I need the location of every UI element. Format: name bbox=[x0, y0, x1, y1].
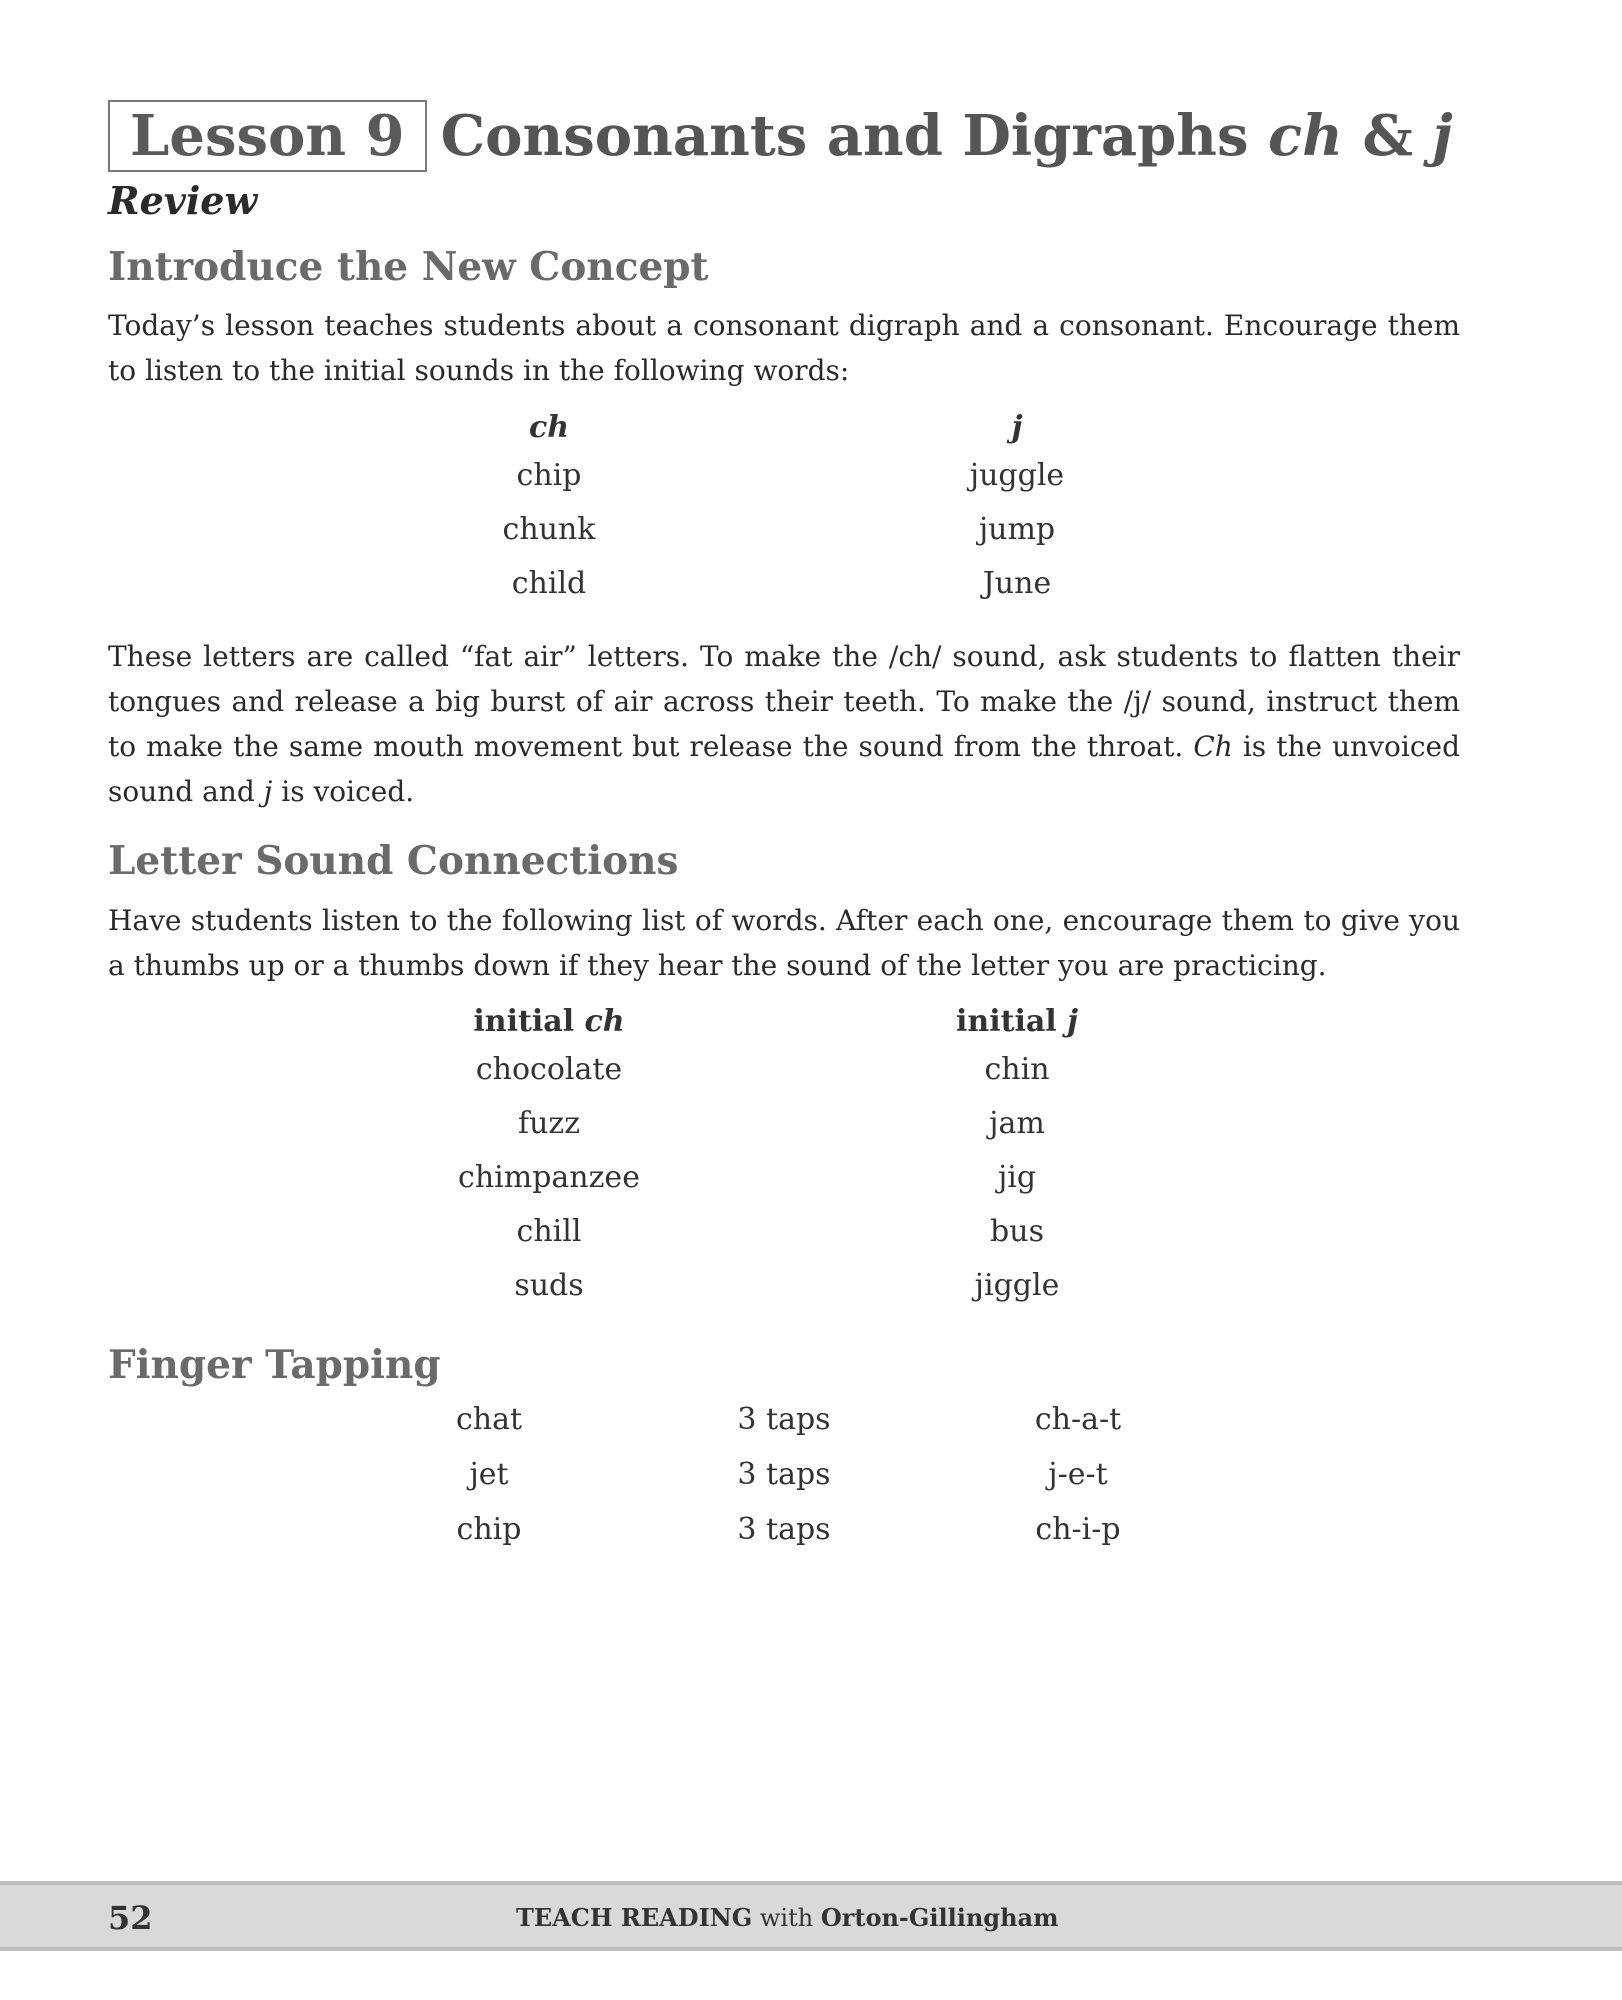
lesson-title-main: Consonants and Digraphs bbox=[440, 103, 1269, 169]
fat-air-text: is the unvoiced sound and bbox=[108, 730, 1460, 808]
list-item: June bbox=[982, 566, 1052, 601]
tapping-count: 3 taps bbox=[737, 1402, 831, 1437]
list-item: chocolate bbox=[475, 1052, 623, 1087]
initial-ch-head bbox=[473, 1004, 624, 1039]
initial-j-head bbox=[956, 1004, 1078, 1039]
lesson-title-row bbox=[108, 98, 1453, 174]
lesson-title-j: j bbox=[1432, 103, 1453, 169]
head-letter: ch bbox=[584, 1004, 625, 1039]
book-title-part: with bbox=[752, 1904, 821, 1932]
j-column-head: j bbox=[1011, 410, 1023, 445]
fat-air-text: These letters are called “fat air” letters. To make the /ch/ sound, ask students to flatten their tongues and release a big burst of air across their teeth. To make the /j/ sound, instruct them to make the same mouth movement but release the sound from the throat. bbox=[108, 640, 1460, 763]
connections-paragraph: Have students listen to the following list of words. After each one, encourage them to give you a thumbs up or a thumbs down if they hear the sound of the letter you are practicing. bbox=[108, 904, 1460, 982]
head-letter: j bbox=[1067, 1004, 1078, 1039]
list-item: chunk bbox=[502, 512, 596, 547]
tapping-word: chat bbox=[455, 1402, 523, 1437]
intro-paragraph: Today’s lesson teaches students about a consonant digraph and a consonant. Encourage them to listen to the initial sounds in the following words: bbox=[108, 309, 1460, 387]
list-item: suds bbox=[514, 1268, 584, 1303]
list-item: chip bbox=[516, 458, 582, 493]
list-item: bus bbox=[990, 1214, 1044, 1249]
intro-heading: Introduce the New Concept bbox=[108, 244, 709, 290]
fat-air-paragraph bbox=[108, 634, 1460, 814]
list-item: jam bbox=[989, 1106, 1045, 1141]
list-item: child bbox=[511, 566, 587, 601]
tapping-count: 3 taps bbox=[737, 1512, 831, 1547]
footer-rule-bottom bbox=[0, 1947, 1622, 1951]
connections-heading: Letter Sound Connections bbox=[108, 838, 679, 884]
list-item: jiggle bbox=[974, 1268, 1060, 1303]
list-item: chimpanzee bbox=[458, 1160, 640, 1195]
list-item: chill bbox=[516, 1214, 582, 1249]
tapping-split: ch-i-p bbox=[1035, 1512, 1121, 1547]
list-item: chin bbox=[984, 1052, 1050, 1087]
review-label: Review bbox=[108, 178, 258, 223]
book-title bbox=[516, 1903, 1058, 1932]
lesson-title-amp: & bbox=[1342, 103, 1433, 169]
lesson-title bbox=[441, 103, 1453, 169]
list-item: juggle bbox=[969, 458, 1065, 493]
fat-air-ch: Ch bbox=[1193, 730, 1233, 763]
tapping-count: 3 taps bbox=[737, 1457, 831, 1492]
tapping-word: jet bbox=[469, 1457, 509, 1492]
tapping-word: chip bbox=[456, 1512, 522, 1547]
head-prefix: initial bbox=[473, 1004, 585, 1039]
list-item: jump bbox=[978, 512, 1056, 547]
fat-air-text: is voiced. bbox=[272, 775, 415, 808]
head-prefix: initial bbox=[956, 1004, 1068, 1039]
lesson-title-ch: ch bbox=[1268, 103, 1343, 169]
list-item: jig bbox=[997, 1160, 1037, 1195]
lesson-number-box: Lesson 9 bbox=[108, 100, 427, 172]
ch-column-head: ch bbox=[528, 410, 570, 445]
tapping-heading: Finger Tapping bbox=[108, 1342, 441, 1388]
list-item: fuzz bbox=[517, 1106, 581, 1141]
book-title-part: TEACH READING bbox=[516, 1903, 753, 1932]
fat-air-j: j bbox=[263, 775, 273, 808]
page-number: 52 bbox=[108, 1899, 153, 1937]
tapping-split: ch-a-t bbox=[1034, 1402, 1122, 1437]
book-title-part: Orton-Gillingham bbox=[820, 1903, 1059, 1932]
tapping-split: j-e-t bbox=[1048, 1457, 1108, 1492]
